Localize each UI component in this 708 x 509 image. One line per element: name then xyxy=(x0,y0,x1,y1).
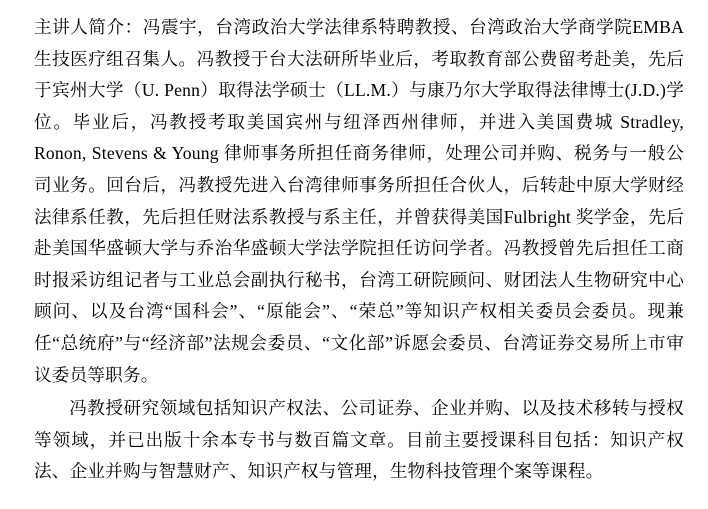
research-areas-paragraph: 冯教授研究领域包括知识产权法、公司证券、企业并购、以及技术移转与授权等领域，并已出版十余本专书与数百篇文章。目前主要授课科目包括：知识产权法、企业并购与智慧财产、知识产权与管理，生物科技管理个案等课程。 xyxy=(34,398,684,482)
speaker-bio-paragraph: 主讲人简介：冯震宇，台湾政治大学法律系特聘教授、台湾政治大学商学院EMBA 生技医疗组召集人。冯教授于台大法研所毕业后，考取教育部公费留考赴美，先后于宾州大学（U. Penn）取得法学硕士（LL.M.）与康乃尔大学取得法律博士(J.D.)学位。毕业后，冯教授考取美国宾州与纽泽西州律师，并进入美国费城 Stradley, Ronon, Stevens & Young 律师事务所担任商务律师，处理公司并购、税务与一般公司业务。回台后，冯教授先进入台湾律师事务所担任合伙人，后转赴中原大学财经法律系任教，先后担任财法系教授与系主任，并曾获得美国Fulbright 奖学金，先后赴美国华盛顿大学与乔治华盛顿大学法学院担任访问学者。冯教授曾先后担任工商时报采访组记者与工业总会副执行秘书，台湾工研院顾问、财团法人生物研究中心顾问、以及台湾“国科会”、“原能会”、“荣总”等知识产权相关委员会委员。现兼任“总统府”与“经济部”法规会委员、“文化部”诉愿会委员、台湾证券交易所上市审议委员等职务。 xyxy=(34,17,684,385)
